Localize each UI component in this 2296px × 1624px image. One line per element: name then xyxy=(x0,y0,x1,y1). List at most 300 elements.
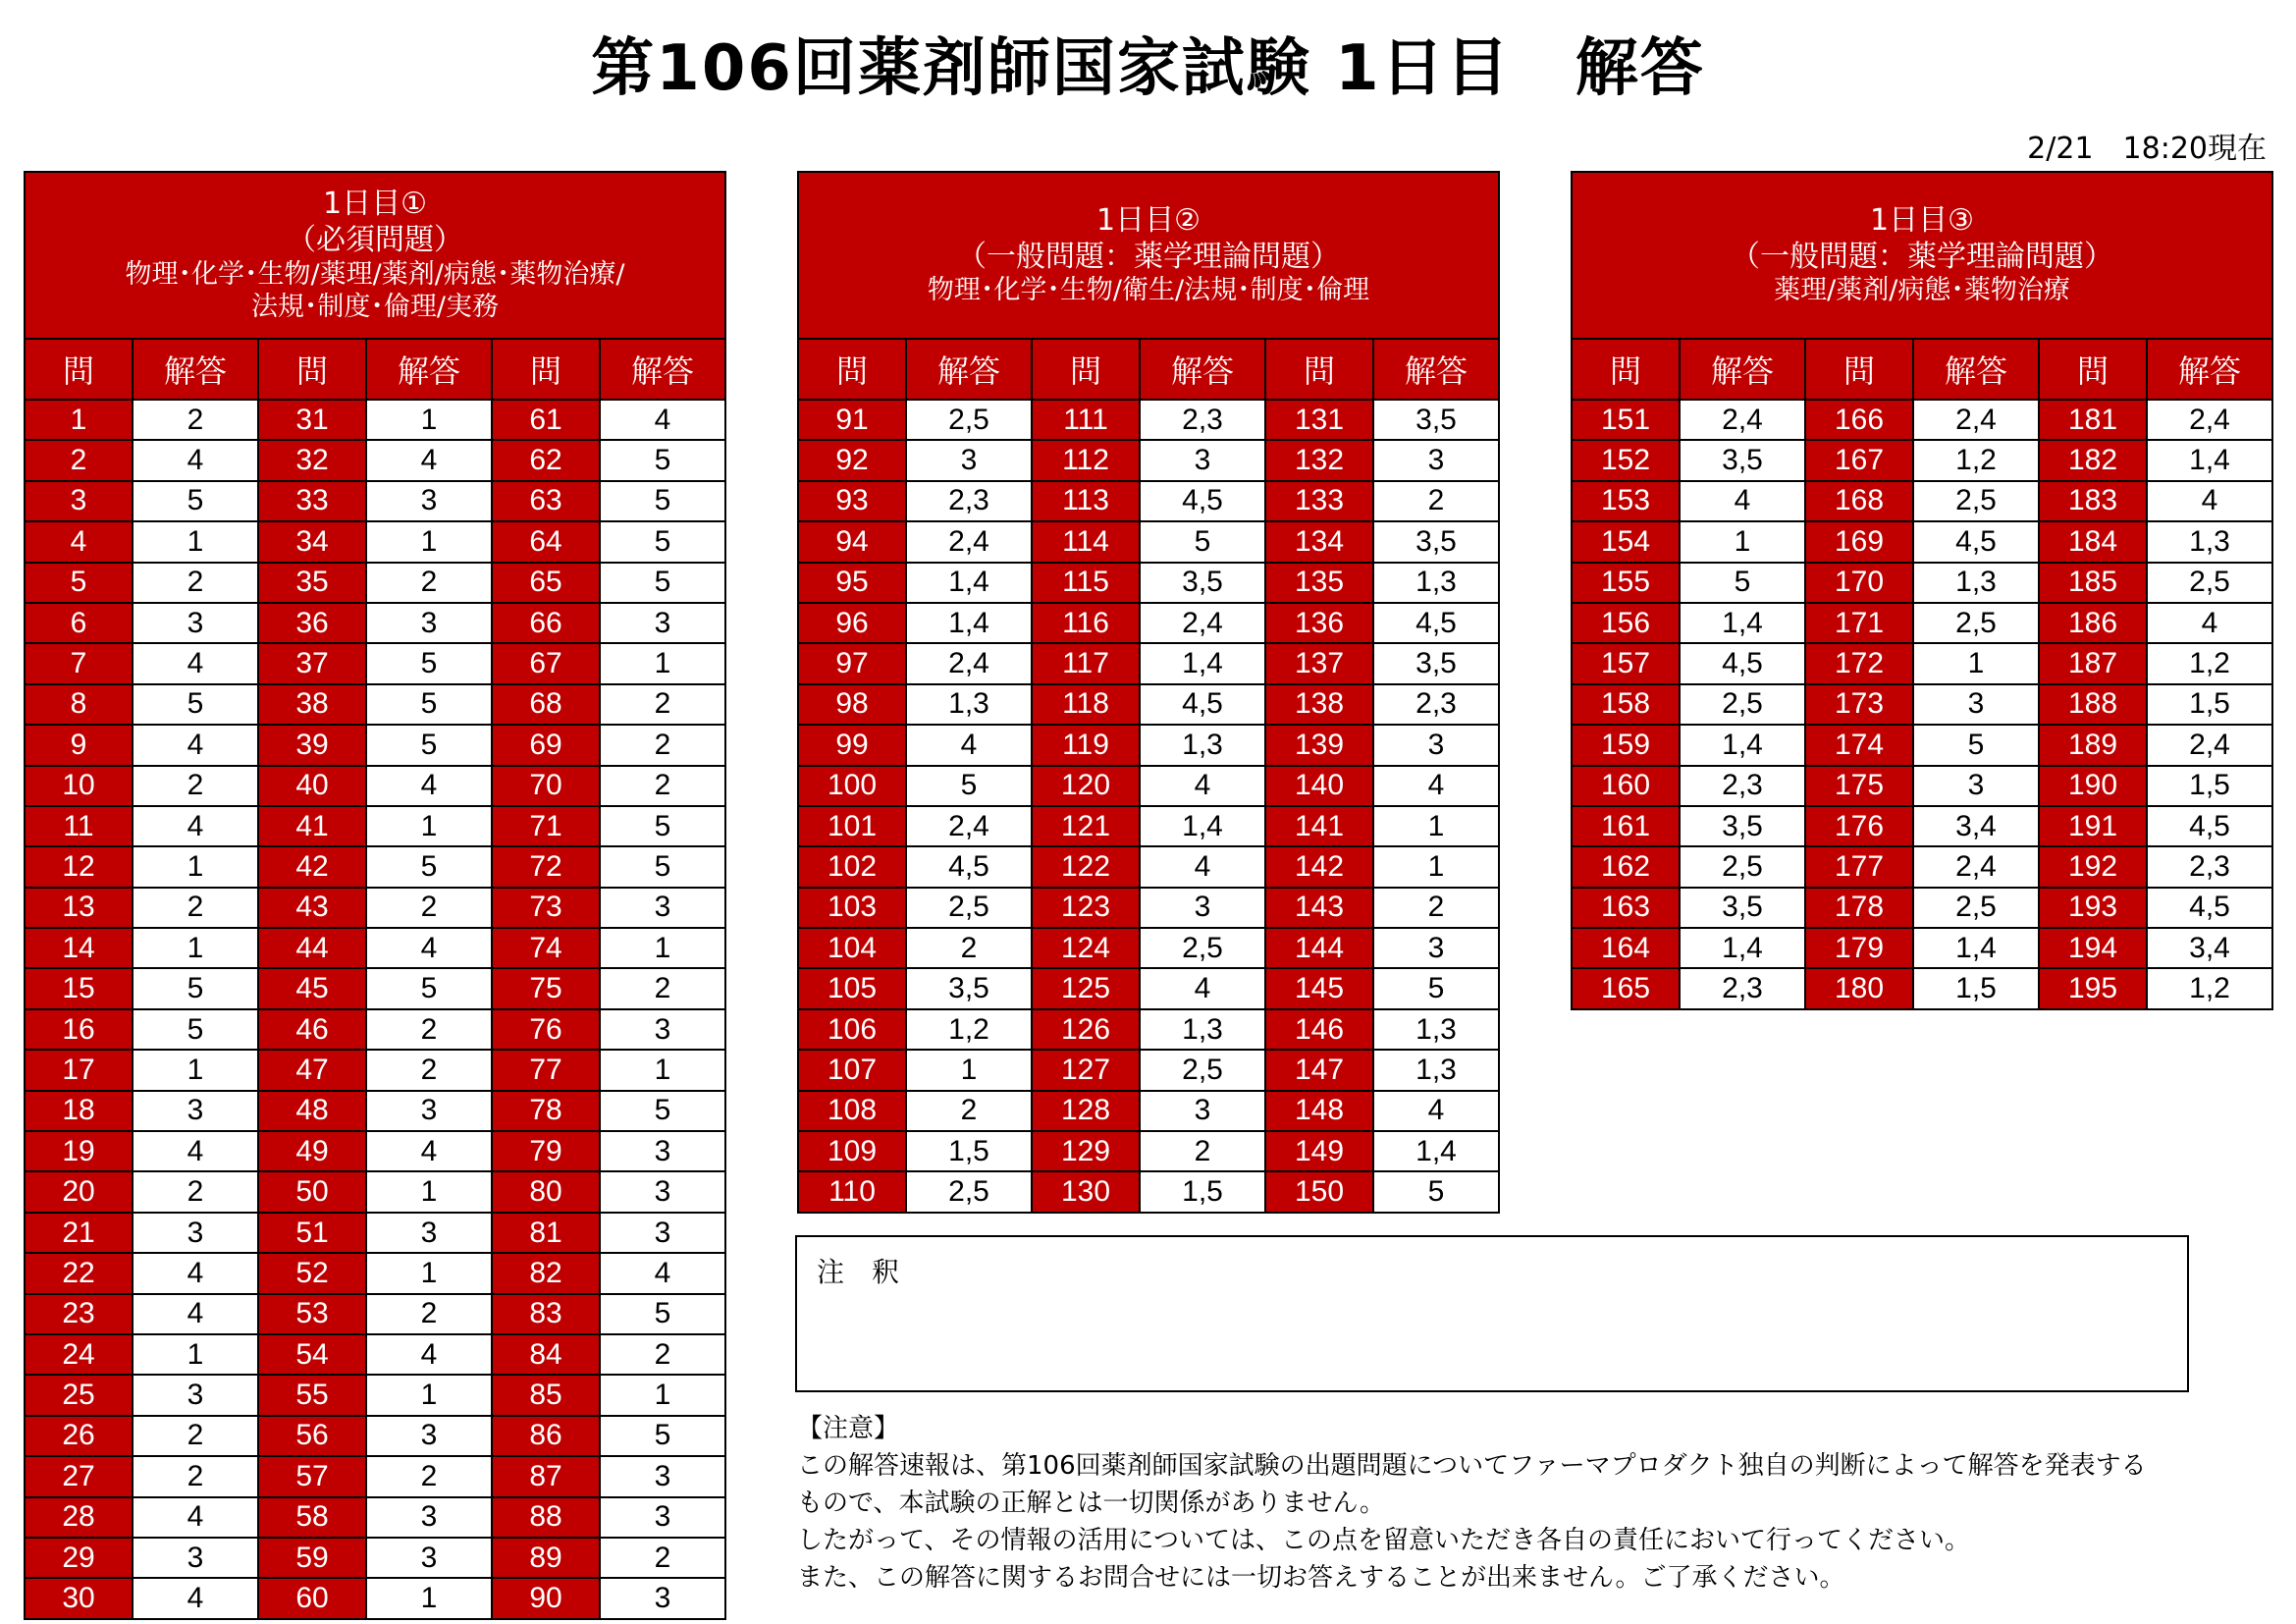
question-number: 88 xyxy=(492,1497,600,1538)
question-number: 189 xyxy=(2039,725,2147,765)
question-number: 13 xyxy=(25,888,133,928)
question-number: 99 xyxy=(798,725,906,765)
answer-value: 2 xyxy=(1373,481,1499,521)
answer-value: 5 xyxy=(133,968,258,1008)
answer-value: 5 xyxy=(600,1294,725,1334)
answer-value: 4 xyxy=(1373,766,1499,806)
question-number: 38 xyxy=(258,684,366,725)
table-row xyxy=(25,1009,725,1050)
question-number: 117 xyxy=(1032,643,1140,683)
answer-value: 3 xyxy=(133,1213,258,1253)
question-number: 83 xyxy=(492,1294,600,1334)
column-header-answer: 解答 xyxy=(600,339,725,400)
question-number: 21 xyxy=(25,1213,133,1253)
answer-value: 2,5 xyxy=(1140,1050,1265,1090)
answer-value: 4 xyxy=(906,725,1032,765)
answer-value: 4 xyxy=(133,1131,258,1171)
column-header-answer: 解答 xyxy=(2147,339,2272,400)
question-number: 79 xyxy=(492,1131,600,1171)
table-row xyxy=(798,725,1499,765)
question-number: 160 xyxy=(1572,766,1680,806)
question-number: 121 xyxy=(1032,806,1140,846)
answer-value: 5 xyxy=(133,481,258,521)
question-number: 152 xyxy=(1572,440,1680,480)
question-number: 31 xyxy=(258,400,366,440)
answer-value: 5 xyxy=(600,440,725,480)
column-header-answer: 解答 xyxy=(1140,339,1265,400)
question-number: 32 xyxy=(258,440,366,480)
answer-value: 3 xyxy=(366,1538,492,1578)
question-number: 171 xyxy=(1805,603,1913,643)
table-row xyxy=(798,481,1499,521)
answer-value: 5 xyxy=(1913,725,2039,765)
question-number: 43 xyxy=(258,888,366,928)
answer-value: 3 xyxy=(366,1213,492,1253)
answer-value: 2,3 xyxy=(1373,684,1499,725)
answer-value: 2 xyxy=(366,888,492,928)
table-row xyxy=(798,563,1499,603)
question-number: 84 xyxy=(492,1334,600,1375)
question-number: 93 xyxy=(798,481,906,521)
question-number: 184 xyxy=(2039,521,2147,562)
question-number: 71 xyxy=(492,806,600,846)
answer-value: 1 xyxy=(1373,806,1499,846)
question-number: 46 xyxy=(258,1009,366,1050)
answer-value: 2 xyxy=(366,563,492,603)
table-row xyxy=(798,684,1499,725)
question-number: 25 xyxy=(25,1375,133,1415)
question-number: 24 xyxy=(25,1334,133,1375)
question-number: 19 xyxy=(25,1131,133,1171)
answer-value: 5 xyxy=(1140,521,1265,562)
question-number: 29 xyxy=(25,1538,133,1578)
question-number: 149 xyxy=(1265,1131,1373,1171)
question-number: 162 xyxy=(1572,846,1680,887)
answer-value: 3,5 xyxy=(1680,440,1805,480)
answer-value: 5 xyxy=(600,563,725,603)
table-row xyxy=(25,1334,725,1375)
answer-value: 2,4 xyxy=(906,806,1032,846)
question-number: 14 xyxy=(25,928,133,968)
answer-value: 1,3 xyxy=(906,684,1032,725)
table-row xyxy=(1572,766,2272,806)
question-number: 61 xyxy=(492,400,600,440)
table-row xyxy=(798,1009,1499,1050)
answer-value: 4 xyxy=(133,806,258,846)
answer-value: 2,4 xyxy=(2147,400,2272,440)
answer-value: 4,5 xyxy=(2147,806,2272,846)
question-number: 64 xyxy=(492,521,600,562)
answer-value: 4 xyxy=(366,928,492,968)
question-number: 30 xyxy=(25,1578,133,1618)
question-number: 105 xyxy=(798,968,906,1008)
answer-value: 1,2 xyxy=(2147,643,2272,683)
answer-value: 5 xyxy=(600,806,725,846)
answer-value: 1,3 xyxy=(1373,563,1499,603)
answer-value: 3 xyxy=(1373,725,1499,765)
answer-value: 1,4 xyxy=(1913,928,2039,968)
answer-value: 4,5 xyxy=(1140,684,1265,725)
panel-header-line: （一般問題：薬学理論問題） xyxy=(957,239,1340,274)
answer-value: 1,2 xyxy=(1913,440,2039,480)
answer-value: 1,3 xyxy=(2147,521,2272,562)
question-number: 77 xyxy=(492,1050,600,1090)
answer-value: 3 xyxy=(600,1171,725,1212)
answer-panel-day1-part3 xyxy=(1571,171,2273,1010)
answer-value: 1 xyxy=(366,1253,492,1293)
question-number: 5 xyxy=(25,563,133,603)
table-row xyxy=(25,1131,725,1171)
question-number: 153 xyxy=(1572,481,1680,521)
question-number: 1 xyxy=(25,400,133,440)
panel-header-line: 物理･化学･生物/薬理/薬剤/病態･薬物治療/ xyxy=(125,258,625,290)
question-number: 136 xyxy=(1265,603,1373,643)
panel-header-line: 1日目② xyxy=(1096,202,1201,238)
table-row xyxy=(25,1456,725,1496)
question-number: 182 xyxy=(2039,440,2147,480)
answer-value: 5 xyxy=(133,684,258,725)
question-number: 104 xyxy=(798,928,906,968)
question-number: 9 xyxy=(25,725,133,765)
table-row xyxy=(798,888,1499,928)
answer-value: 3 xyxy=(133,1091,258,1131)
question-number: 96 xyxy=(798,603,906,643)
question-number: 42 xyxy=(258,846,366,887)
column-header-answer: 解答 xyxy=(906,339,1032,400)
question-number: 89 xyxy=(492,1538,600,1578)
question-number: 65 xyxy=(492,563,600,603)
answer-value: 3 xyxy=(133,603,258,643)
caution-line: もので、本試験の正解とは一切関係がありません。 xyxy=(797,1489,1386,1518)
question-number: 68 xyxy=(492,684,600,725)
answer-value: 3 xyxy=(600,1456,725,1496)
question-number: 125 xyxy=(1032,968,1140,1008)
answer-value: 2,3 xyxy=(1140,400,1265,440)
question-number: 157 xyxy=(1572,643,1680,683)
answer-value: 4 xyxy=(600,1253,725,1293)
question-number: 129 xyxy=(1032,1131,1140,1171)
question-number: 62 xyxy=(492,440,600,480)
table-row xyxy=(798,968,1499,1008)
answer-value: 5 xyxy=(600,521,725,562)
question-number: 41 xyxy=(258,806,366,846)
question-number: 59 xyxy=(258,1538,366,1578)
question-number: 102 xyxy=(798,846,906,887)
table-row xyxy=(25,968,725,1008)
answer-value: 2 xyxy=(133,766,258,806)
answer-value: 2 xyxy=(133,1416,258,1456)
page-title: 第106回薬剤師国家試験 1日目 解答 xyxy=(591,32,1705,105)
answer-value: 5 xyxy=(600,1416,725,1456)
question-number: 192 xyxy=(2039,846,2147,887)
table-row xyxy=(798,928,1499,968)
question-number: 48 xyxy=(258,1091,366,1131)
column-header-question: 問 xyxy=(798,339,906,400)
answer-value: 2,4 xyxy=(1140,603,1265,643)
answer-value: 4,5 xyxy=(906,846,1032,887)
question-number: 145 xyxy=(1265,968,1373,1008)
answer-value: 3 xyxy=(366,1416,492,1456)
answer-value: 1 xyxy=(133,1050,258,1090)
question-number: 10 xyxy=(25,766,133,806)
answer-value: 3,5 xyxy=(1373,400,1499,440)
answer-value: 2 xyxy=(133,1171,258,1212)
notes-box xyxy=(795,1235,2189,1392)
question-number: 34 xyxy=(258,521,366,562)
answer-value: 2,3 xyxy=(1680,968,1805,1008)
question-number: 161 xyxy=(1572,806,1680,846)
question-number: 16 xyxy=(25,1009,133,1050)
table-row xyxy=(1572,643,2272,683)
question-number: 18 xyxy=(25,1091,133,1131)
panel-header xyxy=(1572,172,2272,339)
question-number: 107 xyxy=(798,1050,906,1090)
answer-value: 1,4 xyxy=(1140,806,1265,846)
answer-value: 3 xyxy=(1373,928,1499,968)
column-header-question: 問 xyxy=(25,339,133,400)
question-number: 33 xyxy=(258,481,366,521)
question-number: 155 xyxy=(1572,563,1680,603)
panel-header-line: （必須問題） xyxy=(287,223,463,258)
table-row xyxy=(1572,440,2272,480)
table-row xyxy=(25,1578,725,1618)
answer-value: 2 xyxy=(133,563,258,603)
question-number: 127 xyxy=(1032,1050,1140,1090)
answer-value: 5 xyxy=(366,643,492,683)
question-number: 175 xyxy=(1805,766,1913,806)
answer-value: 2 xyxy=(600,968,725,1008)
answer-value: 4 xyxy=(600,400,725,440)
answer-value: 4 xyxy=(133,1578,258,1618)
table-row xyxy=(1572,806,2272,846)
table-row xyxy=(1572,968,2272,1008)
question-number: 67 xyxy=(492,643,600,683)
answer-value: 2 xyxy=(906,1091,1032,1131)
question-number: 52 xyxy=(258,1253,366,1293)
question-number: 163 xyxy=(1572,888,1680,928)
answer-value: 5 xyxy=(133,1009,258,1050)
answer-value: 1 xyxy=(366,806,492,846)
column-header-question: 問 xyxy=(1032,339,1140,400)
column-header-answer: 解答 xyxy=(1680,339,1805,400)
table-row xyxy=(1572,563,2272,603)
answer-value: 4 xyxy=(1140,968,1265,1008)
answer-value: 1 xyxy=(1373,846,1499,887)
answer-value: 3 xyxy=(600,888,725,928)
table-row xyxy=(25,806,725,846)
table-row xyxy=(25,1213,725,1253)
answer-value: 4 xyxy=(133,1253,258,1293)
question-number: 15 xyxy=(25,968,133,1008)
table-row xyxy=(798,1091,1499,1131)
question-number: 130 xyxy=(1032,1171,1140,1212)
answer-value: 1,4 xyxy=(1140,643,1265,683)
answer-value: 3,4 xyxy=(2147,928,2272,968)
table-row xyxy=(25,440,725,480)
answer-value: 3 xyxy=(1140,888,1265,928)
answer-value: 1,3 xyxy=(1373,1009,1499,1050)
answer-value: 2,5 xyxy=(1913,888,2039,928)
answer-value: 3 xyxy=(366,1497,492,1538)
notes-label: 注 釈 xyxy=(817,1256,900,1288)
question-number: 193 xyxy=(2039,888,2147,928)
table-row xyxy=(1572,481,2272,521)
answer-value: 1,3 xyxy=(1913,563,2039,603)
column-header-question: 問 xyxy=(1265,339,1373,400)
table-row xyxy=(25,888,725,928)
table-row xyxy=(798,440,1499,480)
panel-header-line: （一般問題：薬学理論問題） xyxy=(1731,239,2113,274)
answer-value: 3 xyxy=(600,1497,725,1538)
question-number: 164 xyxy=(1572,928,1680,968)
answer-value: 3,5 xyxy=(1373,521,1499,562)
answer-value: 1,2 xyxy=(2147,968,2272,1008)
panel-header-line: 1日目① xyxy=(323,187,427,222)
answer-value: 4,5 xyxy=(1373,603,1499,643)
panel-header-line: 物理･化学･生物/衛生/法規･制度･倫理 xyxy=(927,275,1370,306)
question-number: 39 xyxy=(258,725,366,765)
answer-value: 4 xyxy=(133,725,258,765)
answer-value: 4 xyxy=(366,766,492,806)
answer-value: 3 xyxy=(366,481,492,521)
question-number: 186 xyxy=(2039,603,2147,643)
question-number: 76 xyxy=(492,1009,600,1050)
question-number: 112 xyxy=(1032,440,1140,480)
panel-header-line: 1日目③ xyxy=(1870,202,1974,238)
table-row xyxy=(798,766,1499,806)
answer-value: 3 xyxy=(600,1009,725,1050)
answer-value: 2,5 xyxy=(906,888,1032,928)
answer-value: 1,2 xyxy=(906,1009,1032,1050)
table-row xyxy=(1572,725,2272,765)
answer-value: 1,5 xyxy=(2147,684,2272,725)
question-number: 144 xyxy=(1265,928,1373,968)
question-number: 11 xyxy=(25,806,133,846)
question-number: 135 xyxy=(1265,563,1373,603)
question-number: 156 xyxy=(1572,603,1680,643)
answer-value: 3 xyxy=(133,1375,258,1415)
answer-table xyxy=(1571,171,2273,1010)
answer-value: 1 xyxy=(133,521,258,562)
question-number: 8 xyxy=(25,684,133,725)
answer-value: 2 xyxy=(600,1538,725,1578)
answer-value: 4 xyxy=(133,440,258,480)
answer-value: 5 xyxy=(366,725,492,765)
answer-value: 1 xyxy=(1680,521,1805,562)
answer-value: 1,3 xyxy=(1140,725,1265,765)
question-number: 118 xyxy=(1032,684,1140,725)
table-row xyxy=(798,846,1499,887)
panel-header xyxy=(25,172,725,339)
question-number: 191 xyxy=(2039,806,2147,846)
question-number: 72 xyxy=(492,846,600,887)
question-number: 106 xyxy=(798,1009,906,1050)
question-number: 2 xyxy=(25,440,133,480)
answer-value: 1 xyxy=(906,1050,1032,1090)
question-number: 180 xyxy=(1805,968,1913,1008)
answer-value: 2,5 xyxy=(1913,603,2039,643)
question-number: 103 xyxy=(798,888,906,928)
question-number: 81 xyxy=(492,1213,600,1253)
table-row xyxy=(25,521,725,562)
table-row xyxy=(1572,521,2272,562)
answer-value: 5 xyxy=(906,766,1032,806)
question-number: 70 xyxy=(492,766,600,806)
answer-value: 3 xyxy=(600,1578,725,1618)
caution-heading: 【注意】 xyxy=(797,1414,900,1443)
table-row xyxy=(1572,684,2272,725)
answer-value: 3 xyxy=(366,1091,492,1131)
answer-value: 1 xyxy=(600,1050,725,1090)
column-header-question: 問 xyxy=(492,339,600,400)
question-number: 28 xyxy=(25,1497,133,1538)
question-number: 167 xyxy=(1805,440,1913,480)
answer-value: 4 xyxy=(366,1334,492,1375)
caution-line: したがって、その情報の活用については、この点を留意いただき各自の責任において行ってください。 xyxy=(797,1526,1970,1555)
question-number: 123 xyxy=(1032,888,1140,928)
answer-value: 3 xyxy=(600,1131,725,1171)
answer-value: 1,5 xyxy=(1913,968,2039,1008)
table-row xyxy=(25,1416,725,1456)
question-number: 154 xyxy=(1572,521,1680,562)
answer-value: 3,4 xyxy=(1913,806,2039,846)
answer-value: 4,5 xyxy=(1680,643,1805,683)
answer-value: 3 xyxy=(1913,684,2039,725)
column-header-answer: 解答 xyxy=(1373,339,1499,400)
question-number: 75 xyxy=(492,968,600,1008)
answer-value: 2 xyxy=(133,1456,258,1496)
question-number: 22 xyxy=(25,1253,133,1293)
question-number: 159 xyxy=(1572,725,1680,765)
caution-section xyxy=(797,1410,2250,1597)
question-number: 150 xyxy=(1265,1171,1373,1212)
caution-line: また、この解答に関するお問合せには一切お答えすることが出来ません。ご了承ください。 xyxy=(797,1563,1845,1593)
question-number: 128 xyxy=(1032,1091,1140,1131)
answer-value: 3 xyxy=(1140,440,1265,480)
question-number: 37 xyxy=(258,643,366,683)
question-number: 44 xyxy=(258,928,366,968)
question-number: 20 xyxy=(25,1171,133,1212)
question-number: 122 xyxy=(1032,846,1140,887)
question-number: 58 xyxy=(258,1497,366,1538)
column-header-question: 問 xyxy=(1805,339,1913,400)
answer-value: 1 xyxy=(600,928,725,968)
question-number: 172 xyxy=(1805,643,1913,683)
question-number: 47 xyxy=(258,1050,366,1090)
question-number: 173 xyxy=(1805,684,1913,725)
question-number: 73 xyxy=(492,888,600,928)
question-number: 165 xyxy=(1572,968,1680,1008)
question-number: 108 xyxy=(798,1091,906,1131)
question-number: 134 xyxy=(1265,521,1373,562)
table-row xyxy=(25,481,725,521)
question-number: 74 xyxy=(492,928,600,968)
answer-value: 2 xyxy=(1373,888,1499,928)
question-number: 98 xyxy=(798,684,906,725)
table-row xyxy=(25,1294,725,1334)
question-number: 55 xyxy=(258,1375,366,1415)
question-number: 78 xyxy=(492,1091,600,1131)
question-number: 115 xyxy=(1032,563,1140,603)
question-number: 35 xyxy=(258,563,366,603)
question-number: 187 xyxy=(2039,643,2147,683)
column-header-answer: 解答 xyxy=(133,339,258,400)
answer-value: 1,3 xyxy=(1140,1009,1265,1050)
answer-value: 4,5 xyxy=(2147,888,2272,928)
table-row xyxy=(1572,928,2272,968)
answer-value: 5 xyxy=(600,1091,725,1131)
column-header-question: 問 xyxy=(1572,339,1680,400)
